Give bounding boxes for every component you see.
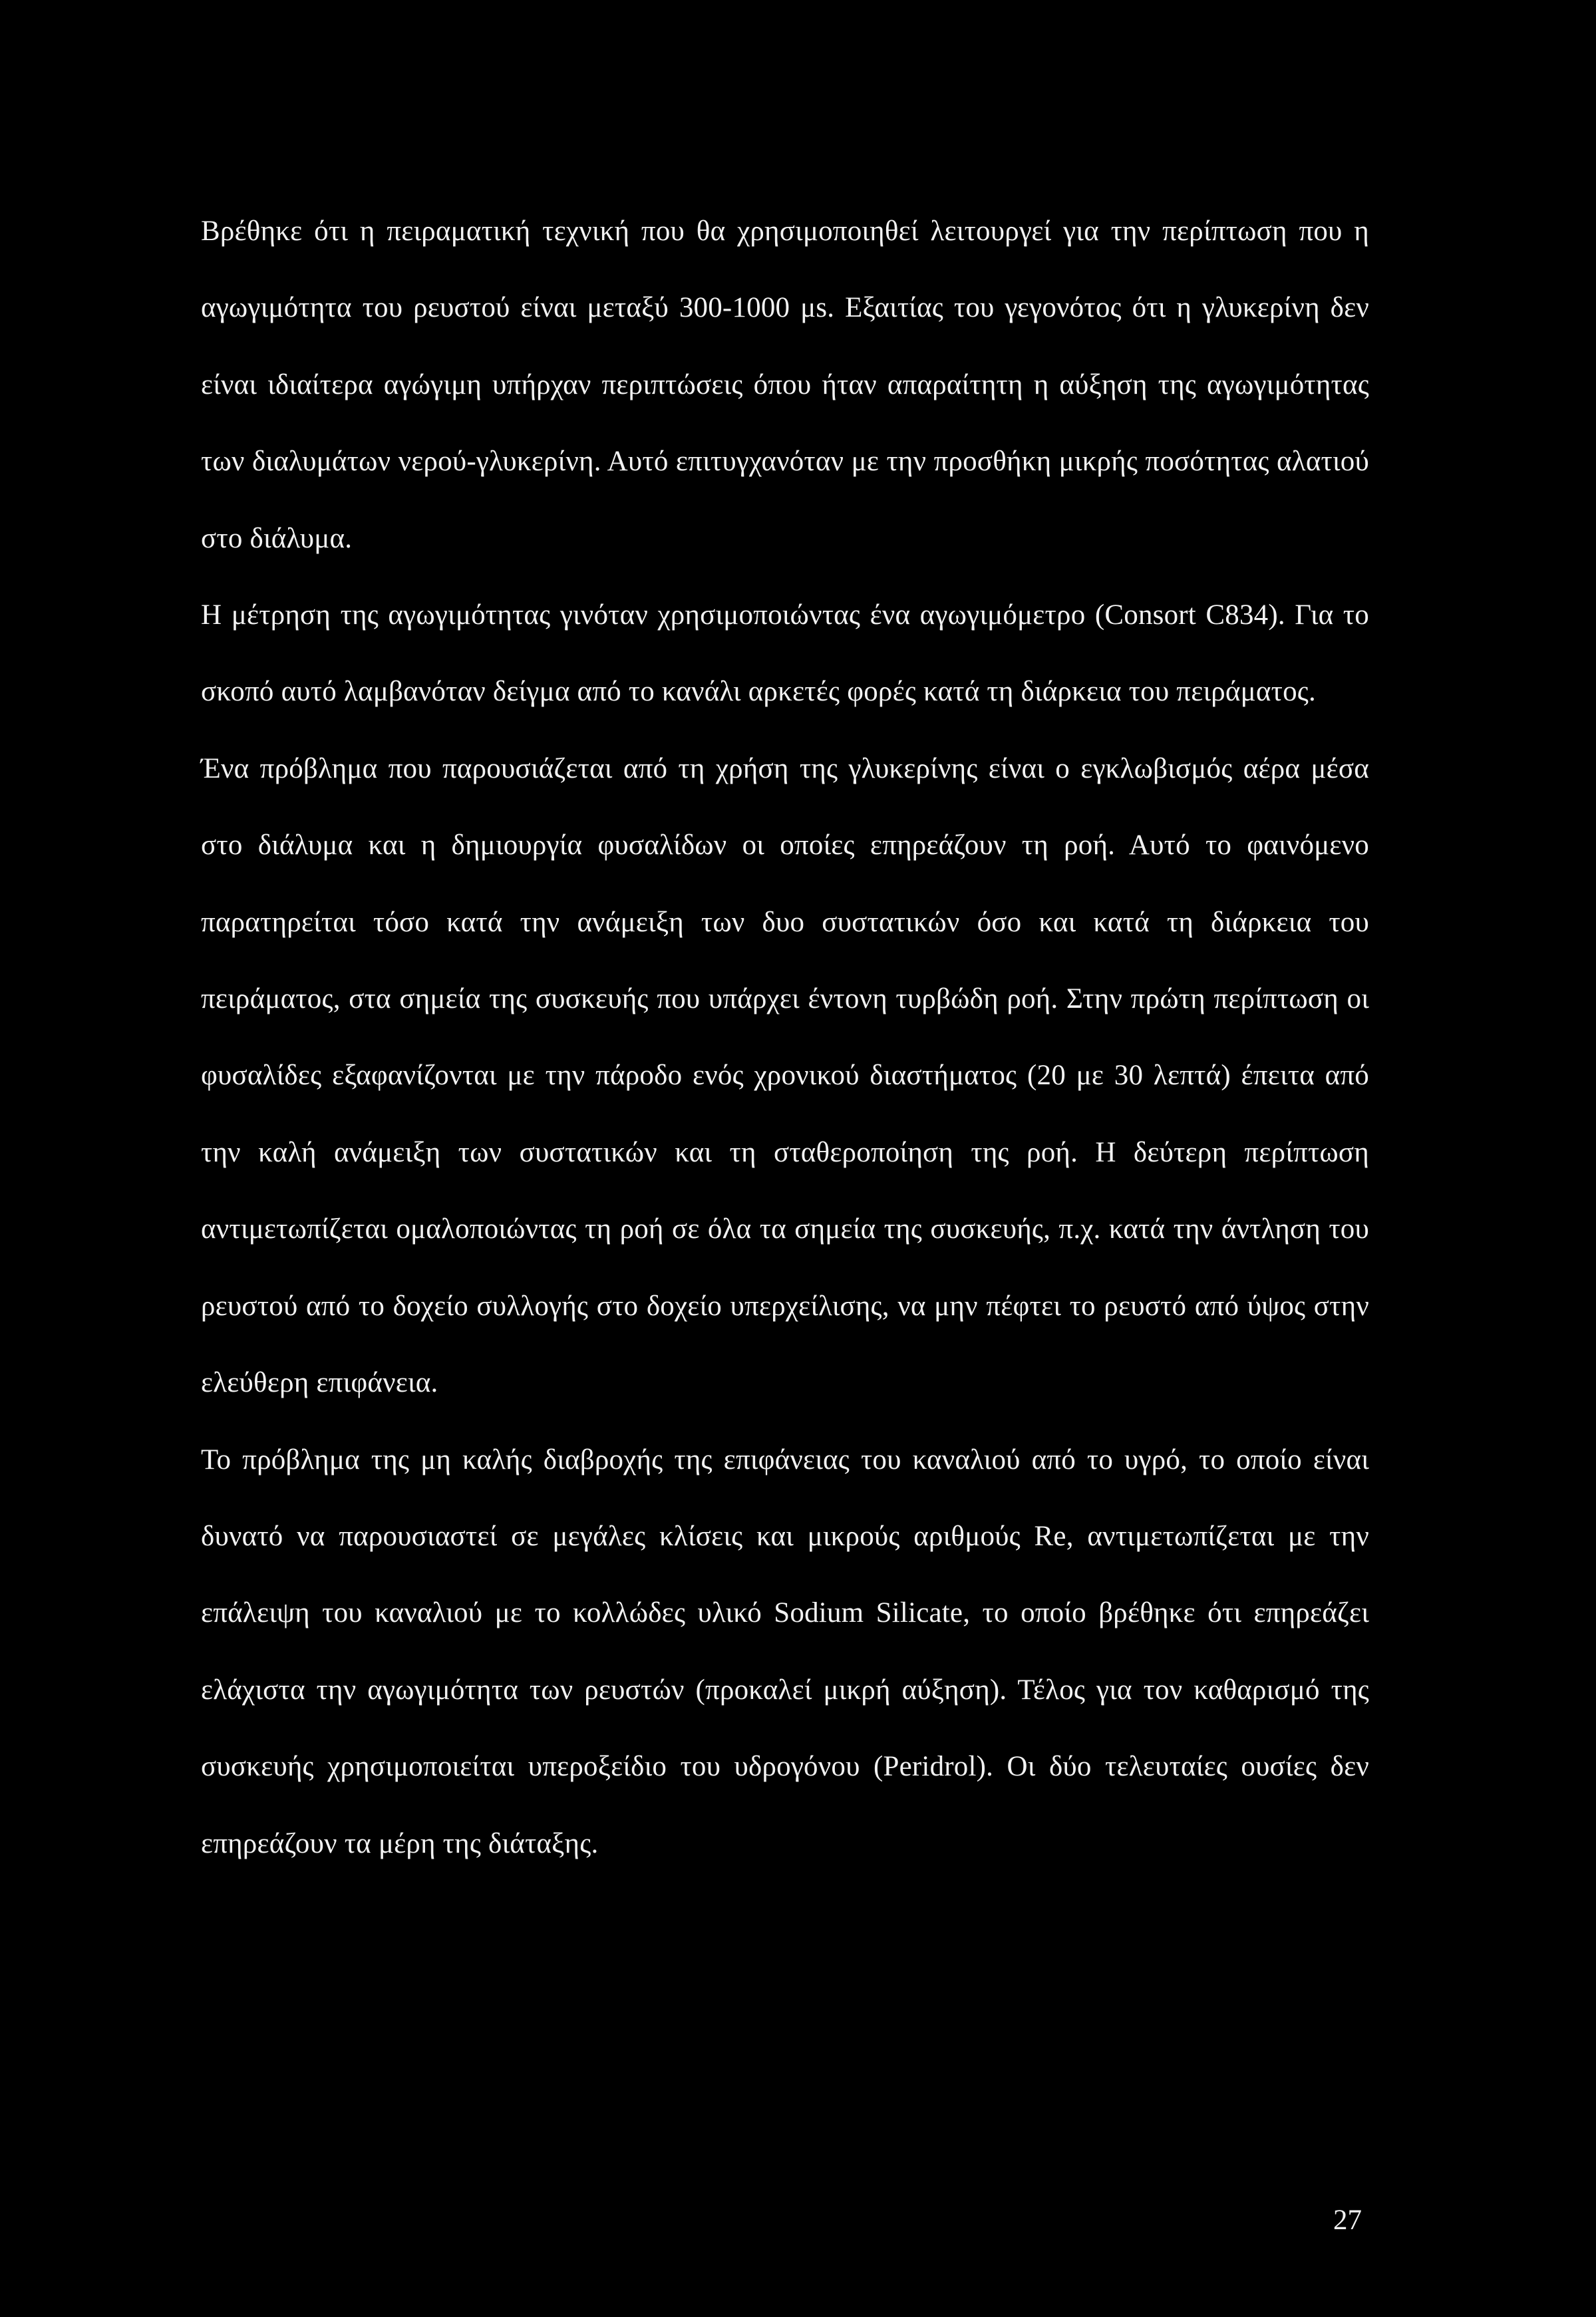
body-text xyxy=(201,193,1369,1882)
paragraph-conductivity-measurement: Η μέτρηση της αγωγιμότητας γινόταν χρησιμοποιώντας ένα αγωγιμόμετρο (Consort C834). Για το σκοπό αυτό λαμβανόταν δείγμα από το κανάλι αρκετές φορές κατά τη διάρκεια του πειράματος. xyxy=(201,599,1369,708)
page-number: 27 xyxy=(1333,2205,1362,2236)
paragraph-air-bubbles: Ένα πρόβλημα που παρουσιάζεται από τη χρήση της γλυκερίνης είναι ο εγκλωβισμός αέρα μέσα στο διάλυμα και η δημιουργία φυσαλίδων οι οποίες επηρεάζουν τη ροή. Αυτό το φαινόμενο παρατηρείται τόσο κατά την ανάμειξη των δυο συστατικών όσο και κατά τη διάρκεια του πειράματος, στα σημεία της συσκευής που υπάρχει έντονη τυρβώδη ροή. Στην πρώτη περίπτωση οι φυσαλίδες εξαφανίζονται με την πάροδο ενός χρονικού διαστήματος (20 με 30 λεπτά) έπειτα από την καλή ανάμειξη των συστατικών και τη σταθεροποίηση της ροή. Η δεύτερη περίπτωση αντιμετωπίζεται ομαλοποιώντας τη ροή σε όλα τα σημεία της συσκευής, π.χ. κατά την άντληση του ρευστού από το δοχείο συλλογής στο δοχείο υπερχείλισης, να μην πέφτει το ρευστό από ύψος στην ελεύθερη επιφάνεια. xyxy=(201,752,1369,1399)
paragraph-conductivity-range: Βρέθηκε ότι η πειραματική τεχνική που θα χρησιμοποιηθεί λειτουργεί για την περίπτωση που η αγωγιμότητα του ρευστού είναι μεταξύ 300-1000 μs. Εξαιτίας του γεγονότος ότι η γλυκερίνη δεν είναι ιδιαίτερα αγώγιμη υπήρχαν περιπτώσεις όπου ήταν απαραίτητη η αύξηση της αγωγιμότητας των διαλυμάτων νερού-γλυκερίνη. Αυτό επιτυγχανόταν με την προσθήκη μικρής ποσότητας αλατιού στο διάλυμα. xyxy=(201,216,1369,554)
paragraph-surface-wetting: Το πρόβλημα της μη καλής διαβροχής της επιφάνειας του καναλιού από το υγρό, το οποίο είναι δυνατό να παρουσιαστεί σε μεγάλες κλίσεις και μικρούς αριθμούς Re, αντιμετωπίζεται με την επάλειψη του καναλιού με το κολλώδες υλικό Sodium Silicate, το οποίο βρέθηκε ότι επηρεάζει ελάχιστα την αγωγιμότητα των ρευστών (προκαλεί μικρή αύξηση). Τέλος για τον καθαρισμό της συσκευής χρησιμοποιείται υπεροξείδιο του υδρογόνου (Peridrol). Οι δύο τελευταίες ουσίες δεν επηρεάζουν τα μέρη της διάταξης. xyxy=(201,1444,1369,1859)
